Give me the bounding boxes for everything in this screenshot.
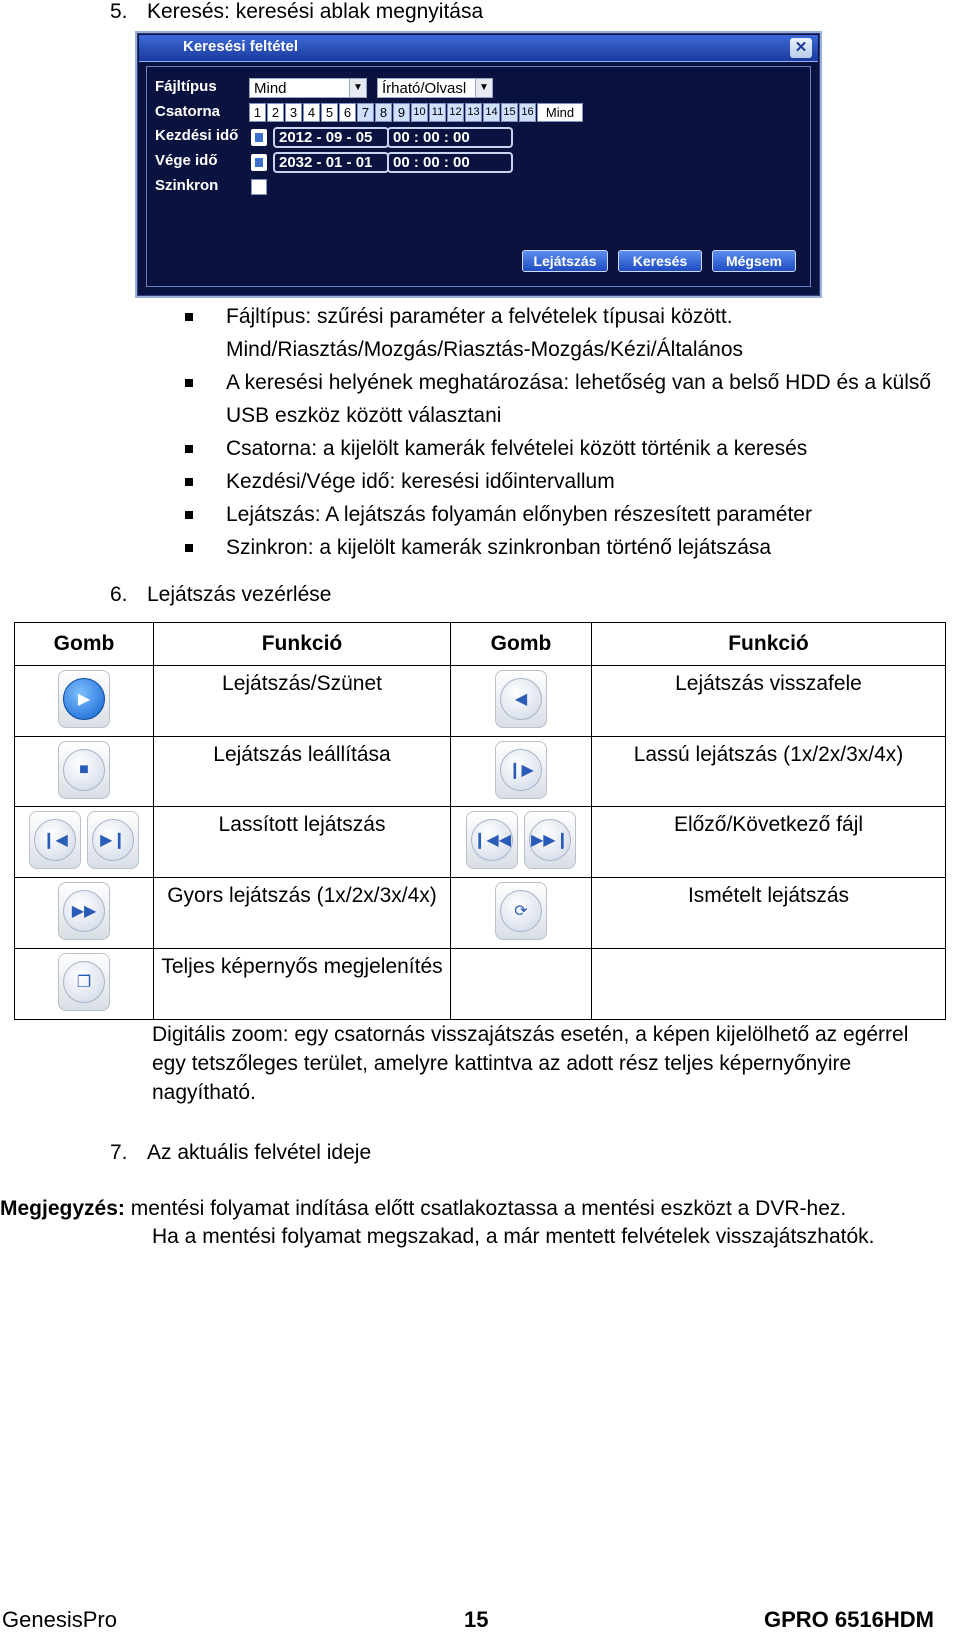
icon-cell bbox=[15, 949, 154, 1020]
channel-checkboxes bbox=[249, 103, 609, 123]
previous-file-icon: ❙◀◀ bbox=[466, 811, 518, 869]
icon-cell bbox=[451, 737, 592, 807]
channel-2-checkbox[interactable]: 2 bbox=[267, 103, 284, 122]
remark-line-2: Ha a mentési folyamat megszakad, a már mentett felvételek visszajátszhatók. bbox=[152, 1225, 875, 1248]
end-date-field[interactable]: 2032 - 01 - 01 bbox=[273, 152, 389, 173]
icon-cell bbox=[451, 807, 592, 878]
section-title: Keresés: keresési ablak megnyitása bbox=[147, 0, 484, 23]
column-header: Gomb bbox=[15, 623, 154, 666]
table-row bbox=[15, 737, 946, 807]
playback-controls-table bbox=[14, 622, 946, 1020]
section-number: 5. bbox=[110, 0, 128, 23]
channel-15-checkbox[interactable]: 15 bbox=[501, 103, 518, 122]
channel-16-checkbox[interactable]: 16 bbox=[519, 103, 536, 122]
filetype-select[interactable] bbox=[249, 78, 367, 98]
list-item: Fájltípus: szűrési paraméter a felvételek típusai között. Mind/Riasztás/Mozgás/Riasztás-Mozgás/Kézi/Általános bbox=[185, 300, 955, 366]
function-cell: Lassított lejátszás bbox=[154, 807, 451, 878]
section-title: Az aktuális felvétel ideje bbox=[147, 1141, 372, 1164]
play-button[interactable]: Lejátszás bbox=[522, 250, 608, 272]
fullscreen-icon: ❐ bbox=[58, 953, 110, 1011]
channel-9-checkbox[interactable]: 9 bbox=[393, 103, 410, 122]
section-number: 6. bbox=[110, 583, 128, 606]
search-dialog bbox=[135, 31, 822, 298]
step-back-icon: ❙◀ bbox=[29, 811, 81, 869]
section-number: 7. bbox=[110, 1141, 128, 1164]
icon-cell bbox=[451, 666, 592, 737]
function-cell: Lejátszás leállítása bbox=[154, 737, 451, 807]
channel-8-checkbox[interactable]: 8 bbox=[375, 103, 392, 122]
sync-checkbox[interactable] bbox=[251, 179, 267, 195]
section-7-heading bbox=[110, 1141, 371, 1165]
channel-11-checkbox[interactable]: 11 bbox=[429, 103, 446, 122]
next-file-icon: ▶▶❙ bbox=[524, 811, 576, 869]
cancel-button[interactable]: Mégsem bbox=[712, 250, 796, 272]
function-cell: Gyors lejátszás (1x/2x/3x/4x) bbox=[154, 878, 451, 949]
sync-label: Szinkron bbox=[155, 177, 219, 194]
table-row bbox=[15, 878, 946, 949]
chevron-down-icon: ▼ bbox=[475, 79, 492, 97]
channel-7-checkbox[interactable]: 7 bbox=[357, 103, 374, 122]
icon-cell bbox=[451, 949, 592, 1020]
slow-play-icon: ❙▶ bbox=[495, 741, 547, 799]
repeat-icon: ⟳ bbox=[495, 882, 547, 940]
start-time-label: Kezdési idő bbox=[155, 127, 239, 144]
stop-icon: ■ bbox=[58, 741, 110, 799]
start-date-field[interactable]: 2012 - 09 - 05 bbox=[273, 127, 389, 148]
channel-14-checkbox[interactable]: 14 bbox=[483, 103, 500, 122]
reverse-play-icon: ◀ bbox=[495, 670, 547, 728]
table-row bbox=[15, 666, 946, 737]
zoom-note: Digitális zoom: egy csatornás visszajátszás esetén, a képen kijelölhető az egérrel egy tetszőleges terület, amelyre kattintva az adott rész teljes képernyőnyire nagyítható. bbox=[152, 1023, 909, 1104]
column-header: Gomb bbox=[451, 623, 592, 666]
close-icon[interactable]: ✕ bbox=[790, 38, 812, 58]
function-cell: Ismételt lejátszás bbox=[592, 878, 946, 949]
function-cell: Lejátszás visszafele bbox=[592, 666, 946, 737]
section-6-heading bbox=[110, 583, 331, 607]
filetype-label: Fájltípus bbox=[155, 78, 217, 95]
bullet-list bbox=[185, 300, 955, 564]
step-forward-icon: ▶❙ bbox=[87, 811, 139, 869]
function-cell: Előző/Következő fájl bbox=[592, 807, 946, 878]
list-item: Szinkron: a kijelölt kamerák szinkronban történő lejátszása bbox=[185, 531, 955, 564]
list-item: Kezdési/Vége idő: keresési időintervallum bbox=[185, 465, 955, 498]
list-item: Lejátszás: A lejátszás folyamán előnyben részesített paraméter bbox=[185, 498, 955, 531]
remark-label: Megjegyzés: bbox=[0, 1197, 125, 1220]
column-header: Funkció bbox=[154, 623, 451, 666]
calendar-icon[interactable] bbox=[251, 129, 267, 146]
channel-12-checkbox[interactable]: 12 bbox=[447, 103, 464, 122]
icon-cell bbox=[451, 878, 592, 949]
channel-1-checkbox[interactable]: 1 bbox=[249, 103, 266, 122]
channel-10-checkbox[interactable]: 10 bbox=[411, 103, 428, 122]
location-value: Írható/Olvasl bbox=[382, 80, 467, 97]
search-button[interactable]: Keresés bbox=[618, 250, 702, 272]
channel-all-checkbox[interactable]: Mind bbox=[537, 103, 583, 122]
channel-13-checkbox[interactable]: 13 bbox=[465, 103, 482, 122]
chevron-down-icon: ▼ bbox=[349, 79, 366, 97]
channel-label: Csatorna bbox=[155, 103, 221, 120]
start-time-field[interactable]: 00 : 00 : 00 bbox=[387, 127, 513, 148]
icon-cell bbox=[15, 807, 154, 878]
icon-cell bbox=[15, 666, 154, 737]
table-row bbox=[15, 807, 946, 878]
section-5-heading bbox=[110, 0, 483, 24]
remark-line-1: mentési folyamat indítása előtt csatlakoztassa a mentési eszközt a DVR-hez. bbox=[130, 1197, 847, 1220]
fast-forward-icon: ▶▶ bbox=[58, 882, 110, 940]
channel-5-checkbox[interactable]: 5 bbox=[321, 103, 338, 122]
list-item: Csatorna: a kijelölt kamerák felvételei között történik a keresés bbox=[185, 432, 955, 465]
function-cell bbox=[592, 949, 946, 1020]
end-time-label: Vége idő bbox=[155, 152, 218, 169]
section-title: Lejátszás vezérlése bbox=[147, 583, 332, 606]
play-pause-icon: ▶ bbox=[58, 670, 110, 728]
table-header-row bbox=[15, 623, 946, 666]
calendar-icon[interactable] bbox=[251, 154, 267, 171]
column-header: Funkció bbox=[592, 623, 946, 666]
icon-cell bbox=[15, 737, 154, 807]
end-time-field[interactable]: 00 : 00 : 00 bbox=[387, 152, 513, 173]
function-cell: Lassú lejátszás (1x/2x/3x/4x) bbox=[592, 737, 946, 807]
function-cell: Teljes képernyős megjelenítés bbox=[154, 949, 451, 1020]
channel-6-checkbox[interactable]: 6 bbox=[339, 103, 356, 122]
page-number: 15 bbox=[464, 1607, 489, 1632]
remark bbox=[0, 1194, 955, 1223]
dialog-titlebar bbox=[139, 35, 818, 62]
icon-cell bbox=[15, 878, 154, 949]
list-item: A keresési helyének meghatározása: lehetőség van a belső HDD és a külső USB eszköz között választani bbox=[185, 366, 955, 432]
channel-4-checkbox[interactable]: 4 bbox=[303, 103, 320, 122]
function-cell: Lejátszás/Szünet bbox=[154, 666, 451, 737]
channel-3-checkbox[interactable]: 3 bbox=[285, 103, 302, 122]
footer-brand: GenesisPro bbox=[2, 1607, 117, 1632]
dialog-title: Keresési feltétel bbox=[183, 38, 299, 55]
table-row bbox=[15, 949, 946, 1020]
footer-model: GPRO 6516HDM bbox=[764, 1607, 934, 1632]
location-select[interactable] bbox=[377, 78, 493, 98]
filetype-value: Mind bbox=[254, 80, 287, 97]
